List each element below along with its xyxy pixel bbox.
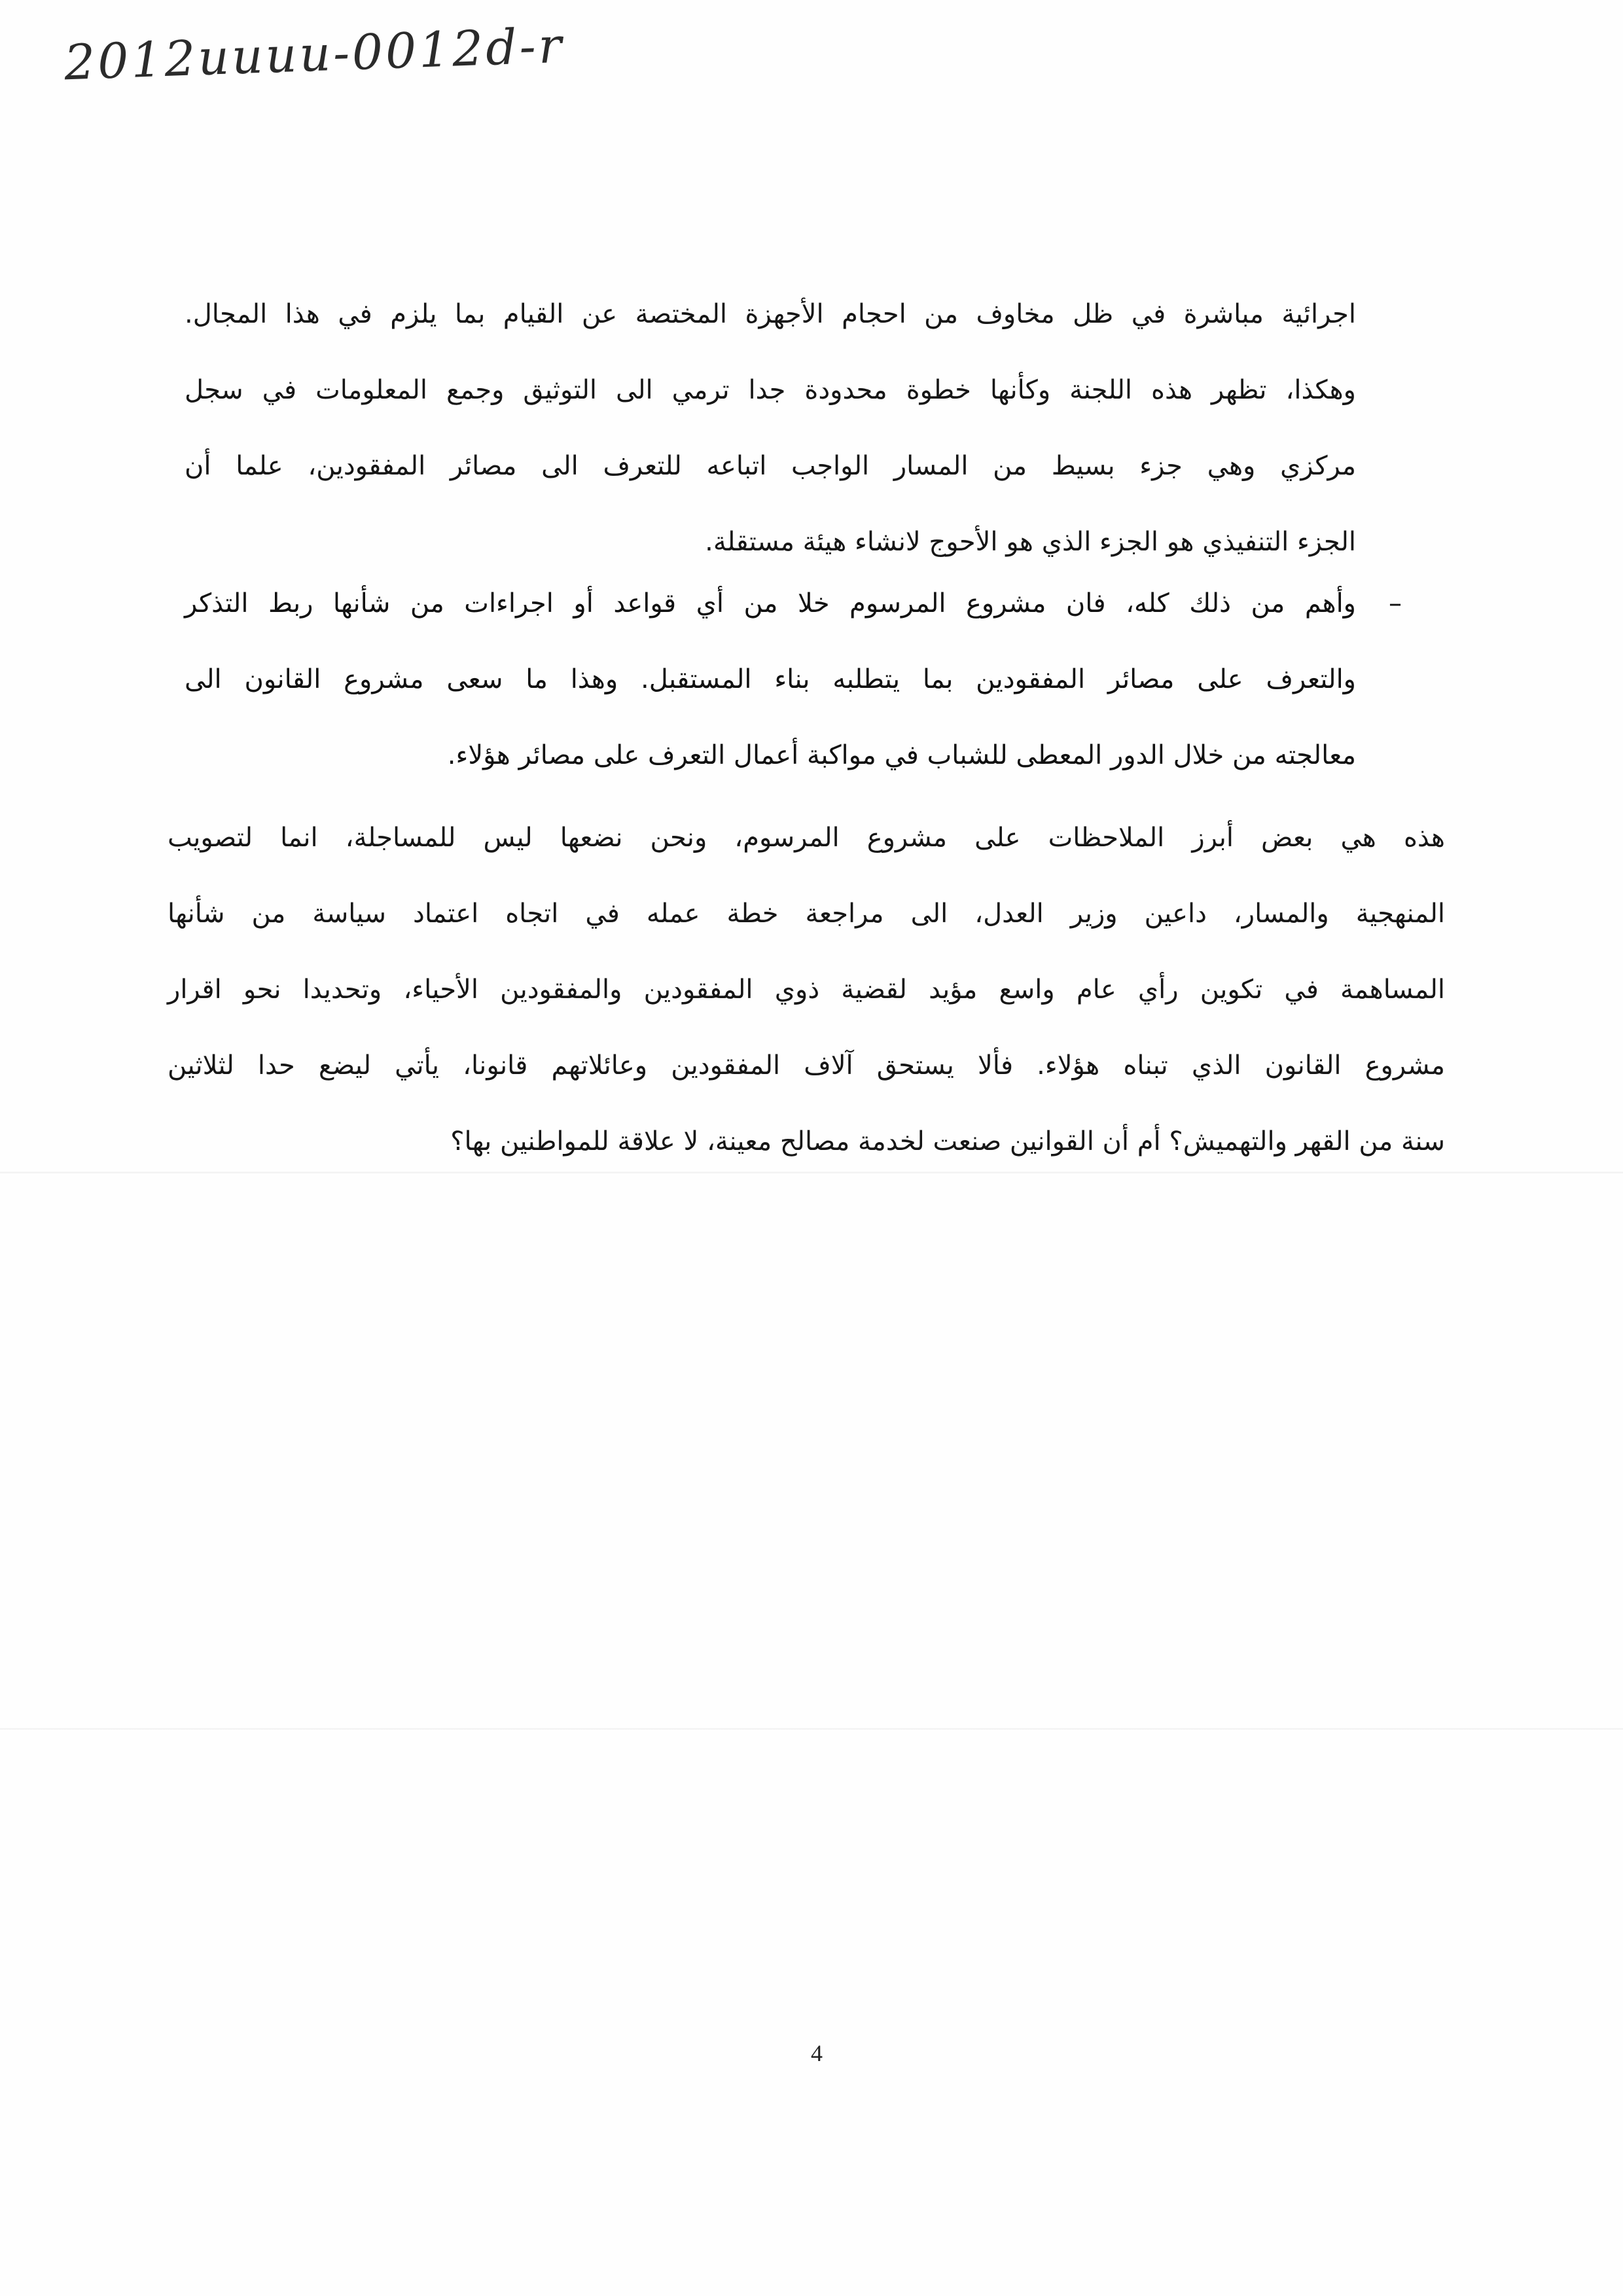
text-line: معالجته من خلال الدور المعطى للشباب في مواكبة أعمال التعرف على مصائر هؤلاء. xyxy=(447,740,1356,770)
page-number: 4 xyxy=(811,2040,823,2066)
paper-fold-line xyxy=(0,1728,1623,1730)
bullet-paragraph xyxy=(185,565,1402,793)
text-line: الجزء التنفيذي هو الجزء الذي هو الأحوج لانشاء هيئة مستقلة. xyxy=(705,527,1356,557)
text-line: سنة من القهر والتهميش؟ أم أن القوانين صنعت لخدمة مصالح معينة، لا علاقة للمواطنين بها؟ xyxy=(450,1126,1445,1157)
text-line: هذه هي بعض أبرز الملاحظات على مشروع المرسوم، ونحن نضعها ليس للمساجلة، انما لتصويب xyxy=(168,823,1445,853)
text-line: مركزي وهي جزء بسيط من المسار الواجب اتباعه للتعرف الى مصائر المفقودين، علما أن xyxy=(185,451,1356,481)
text-line: اجرائية مباشرة في ظل مخاوف من احجام الأجهزة المختصة عن القيام بما يلزم في هذا المجال. xyxy=(185,299,1356,329)
paragraph-3 xyxy=(168,800,1445,1179)
text-line: وهكذا، تظهر هذه اللجنة وكأنها خطوة محدودة جدا ترمي الى التوثيق وجمع المعلومات في سجل xyxy=(185,375,1356,405)
text-line: المساهمة في تكوين رأي عام واسع مؤيد لقضية ذوي المفقودين والمفقودين الأحياء، وتحديدا نحو اقرار xyxy=(168,975,1445,1005)
text-line: مشروع القانون الذي تبناه هؤلاء. فألا يستحق آلاف المفقودين وعائلاتهم قانونا، يأتي ليضع حدا لثلاثين xyxy=(168,1050,1445,1081)
handwritten-reference-number: 2012uuuu-0012d-r xyxy=(63,17,565,92)
paragraph-1 xyxy=(185,276,1356,580)
text-line: والتعرف على مصائر المفقودين بما يتطلبه بناء المستقبل. وهذا ما سعى مشروع القانون الى xyxy=(185,664,1356,694)
text-line: وأهم من ذلك كله، فان مشروع المرسوم خلا من أي قواعد أو اجراءات من شأنها ربط التذكر xyxy=(185,588,1356,619)
text-line: المنهجية والمسار، داعين وزير العدل، الى مراجعة خطة عمله في اتجاه اعتماد سياسة من شأنها xyxy=(168,899,1445,929)
bullet-dash: – xyxy=(1389,588,1402,619)
